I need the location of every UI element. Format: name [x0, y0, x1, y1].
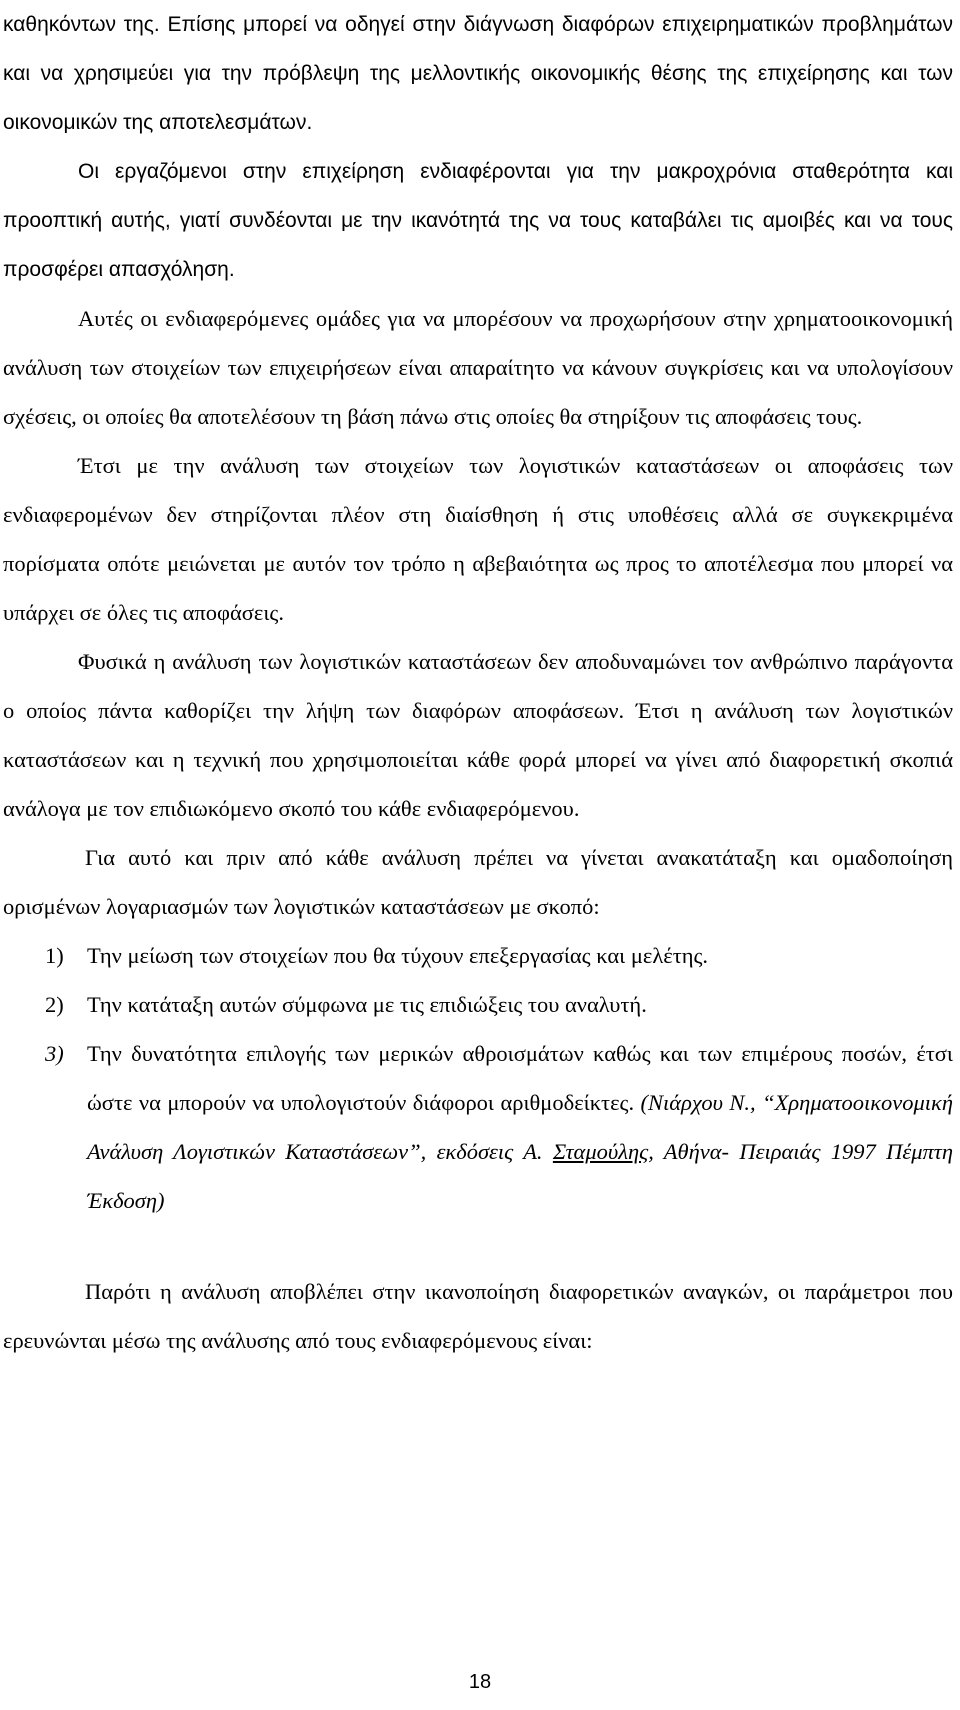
spacer: [3, 1225, 953, 1267]
citation-title: “Χρηματοοικονομική Ανάλυση Λογιστικών Καταστάσεων”: [87, 1090, 954, 1164]
list-number: 2): [45, 992, 64, 1017]
paragraph-1: καθηκόντων της. Επίσης μπορεί να οδηγεί στην διάγνωση διαφόρων επιχειρηματικών προβλημάτων και να χρησιμεύει για την πρόβλεψη της μελλοντικής οικονομικής θέσης της επιχείρησης και των οικονομικών της αποτελεσμάτων.: [3, 13, 953, 134]
citation-publisher: Σταμούλης: [552, 1139, 649, 1164]
list-item-text: Την δυνατότητα επιλογής των μερικών αθροισμάτων καθώς και των επιμέρους ποσών, έτσι ώστε να μπορούν να υπολογιστούν διάφοροι αριθμοδείκτες.: [87, 1041, 953, 1115]
citation-open: (Νιάρχου Ν.,: [640, 1090, 763, 1115]
list-item: [3, 1029, 953, 1225]
numbered-list: [3, 931, 953, 1225]
paragraph-6: Για αυτό και πριν από κάθε ανάλυση πρέπει να γίνεται ανακατάταξη και ομαδοποίηση ορισμένων λογαριασμών των λογιστικών καταστάσεων με σκοπό:: [3, 845, 953, 919]
citation-mid: , εκδόσεις Α.: [420, 1139, 553, 1164]
list-number: 1): [45, 943, 64, 968]
list-item-text: Την κατάταξη αυτών σύμφωνα με τις επιδιώξεις του αναλυτή.: [87, 992, 647, 1017]
list-item: [3, 931, 953, 980]
paragraph-2: Οι εργαζόμενοι στην επιχείρηση ενδιαφέρονται για την μακροχρόνια σταθερότητα και προοπτική αυτής, γιατί συνδέονται με την ικανότητά της να τους καταβάλει τις αμοιβές και να τους προσφέρει απασχόληση.: [3, 160, 953, 281]
page-number: 18: [468, 1671, 492, 1693]
citation-end: , Αθήνα- Πειραιάς 1997 Πέμπτη Έκδοση): [87, 1139, 954, 1213]
list-number: 3): [45, 1041, 64, 1066]
paragraph-5: Φυσικά η ανάλυση των λογιστικών καταστάσεων δεν αποδυναμώνει τον ανθρώπινο παράγοντα ο οποίος πάντα καθορίζει την λήψη των διαφόρων αποφάσεων. Έτσι η ανάλυση των λογιστικών καταστάσεων και η τεχνική που χρησιμοποιείται κάθε φορά μπορεί να γίνει από διαφορετική σκοπιά ανάλογα με τον επιδιωκόμενο σκοπό του κάθε ενδιαφερόμενου.: [3, 649, 953, 821]
paragraph-4: Έτσι με την ανάλυση των στοιχείων των λογιστικών καταστάσεων οι αποφάσεις των ενδιαφερομένων δεν στηρίζονται πλέον στη διαίσθηση ή στις υποθέσεις αλλά σε συγκεκριμένα πορίσματα οπότε μειώνεται με αυτόν τον τρόπο η αβεβαιότητα ως προς το αποτέλεσμα που μπορεί να υπάρχει σε όλες τις αποφάσεις.: [3, 453, 953, 625]
list-item: [3, 980, 953, 1029]
paragraph-3: Αυτές οι ενδιαφερόμενες ομάδες για να μπορέσουν να προχωρήσουν στην χρηματοοικονομική ανάλυση των στοιχείων των επιχειρήσεων είναι απαραίτητο να κάνουν συγκρίσεις και να υπολογίσουν σχέσεις, οι οποίες θα αποτελέσουν τη βάση πάνω στις οποίες θα στηρίξουν τις αποφάσεις τους.: [3, 306, 953, 429]
paragraph-7: Παρότι η ανάλυση αποβλέπει στην ικανοποίηση διαφορετικών αναγκών, οι παράμετροι που ερευνώνται μέσω της ανάλυσης από τους ενδιαφερόμενους είναι:: [3, 1279, 953, 1353]
document-page: [3, 0, 953, 1710]
list-item-text: Την μείωση των στοιχείων που θα τύχουν επεξεργασίας και μελέτης.: [87, 943, 709, 968]
